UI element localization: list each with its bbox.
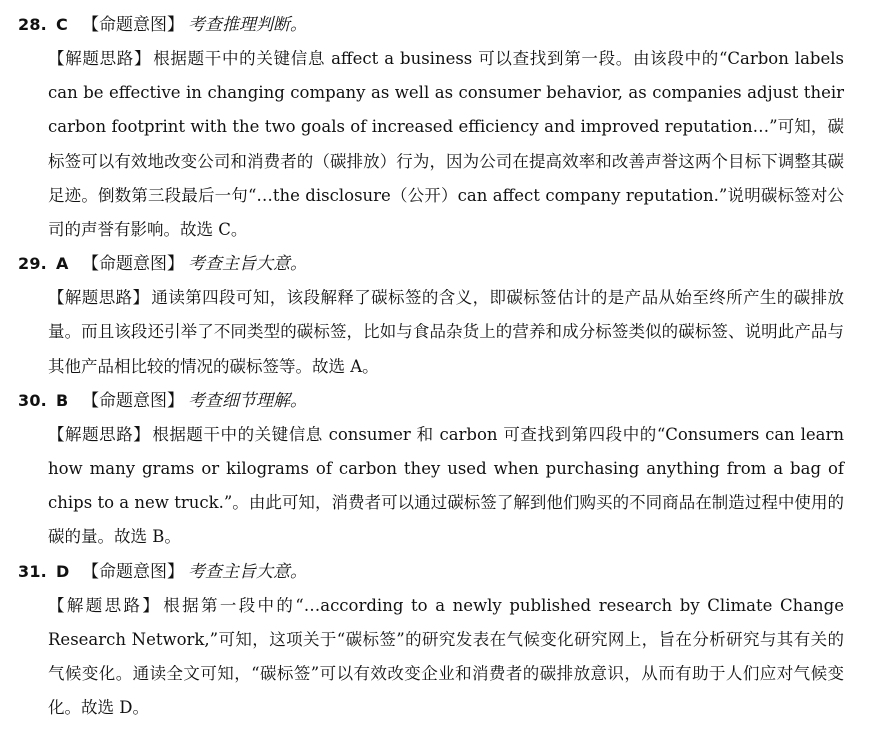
question-30-header	[18, 384, 844, 418]
analysis-text: 根据题干中的关键信息 consumer 和 carbon 可查找到第四段中的“Consumers can learn how many grams or kilograms of carbon they used when purchasing anything from a bag of chips to a new truck.”。由此可知，消费者可以通过碳标签了解到他们购买的不同商品在制造过程中使用的碳的量。故选 B。	[48, 424, 844, 547]
analysis-paragraph	[48, 418, 844, 555]
analysis-paragraph	[48, 281, 844, 384]
analysis-paragraph	[48, 589, 844, 726]
analysis-text: 根据第一段中的“…according to a newly published research by Climate Change Research Network,”可知，这项关于“碳标签”的研究发表在气候变化研究网上，旨在分析研究与其有关的气候变化。通读全文可知，“碳标签”可以有效改变企业和消费者的碳排放意识，从而有助于人们应对气候变化。故选 D。	[48, 595, 845, 718]
analysis-text: 根据题干中的关键信息 affect a business 可以查找到第一段。由该段中的“Carbon labels can be effective in changing company as well as consumer behavior, as companies adjust their carbon footprint with the two goals of increased efficiency and improved reputation…”可知，碳标签可以有效地改变公司和消费者的（碳排放）行为，因为公司在提高效率和改善声誉这两个目标下调整其碳足迹。倒数第三段最后一句“…the disclosure（公开）can affect company reputation.”说明碳标签对公司的声誉有影响。故选 C。	[48, 49, 844, 240]
question-number: 28.	[18, 15, 47, 34]
intent-text: 考查主旨大意。	[188, 254, 307, 275]
question-29-header	[18, 247, 844, 281]
question-28-header	[18, 8, 844, 42]
question-30-block	[18, 384, 844, 555]
answer-letter: D	[56, 561, 70, 581]
intent-text: 考查细节理解。	[188, 390, 307, 411]
question-28-block	[18, 8, 844, 247]
answer-letter: B	[56, 390, 69, 410]
intent-tag: 【命题意图】	[82, 254, 184, 275]
intent-tag: 【命题意图】	[82, 561, 184, 582]
analysis-paragraph	[48, 42, 844, 247]
analysis-tag: 【解题思路】	[48, 49, 152, 68]
analysis-tag: 【解题思路】	[48, 288, 150, 308]
question-number: 29.	[18, 254, 47, 274]
answer-letter: A	[56, 254, 69, 274]
analysis-tag: 【解题思路】	[48, 424, 151, 444]
question-31-block	[18, 555, 844, 726]
intent-tag: 【命题意图】	[82, 15, 184, 35]
intent-text: 考查推理判断。	[188, 15, 307, 35]
question-31-header	[18, 555, 844, 589]
question-number: 30.	[18, 390, 47, 410]
answer-letter: C	[56, 15, 68, 34]
intent-text: 考查主旨大意。	[188, 561, 307, 582]
analysis-tag: 【解题思路】	[48, 595, 162, 615]
question-number: 31.	[18, 561, 47, 581]
intent-tag: 【命题意图】	[82, 390, 184, 411]
analysis-text: 通读第四段可知，该段解释了碳标签的含义，即碳标签估计的是产品从始至终所产生的碳排放量。而且该段还引举了不同类型的碳标签，比如与食品杂货上的营养和成分标签类似的碳标签、说明此产品与其他产品相比较的情况的碳标签等。故选 A。	[48, 288, 845, 376]
question-29-block	[18, 247, 844, 384]
